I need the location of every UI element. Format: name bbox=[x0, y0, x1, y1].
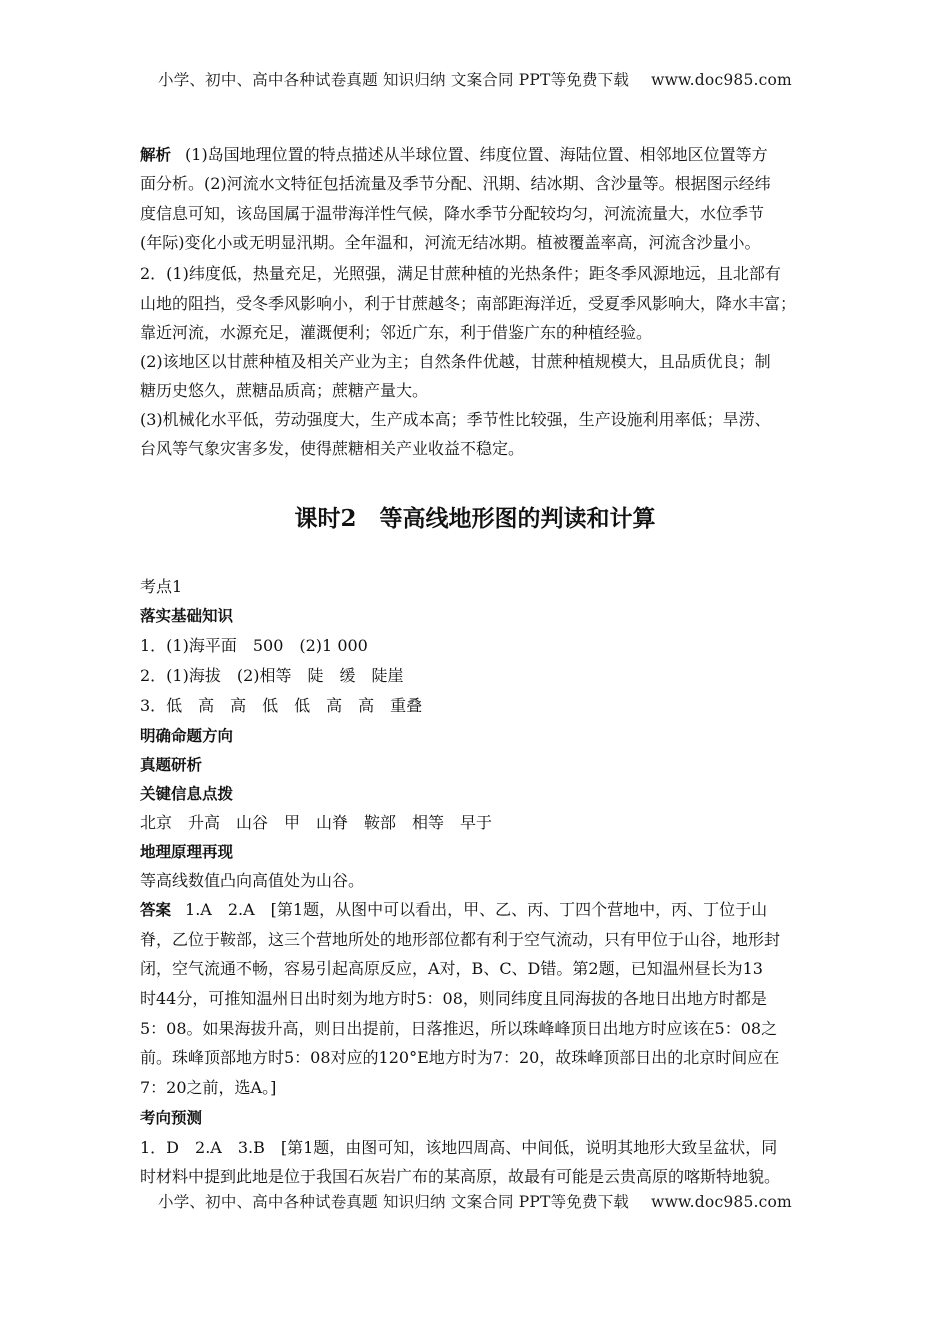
q2-line-3: 靠近河流，水源充足，灌溉便利；邻近广东，利于借鉴广东的种植经验。 bbox=[140, 323, 653, 342]
answer-line-2: 脊，乙位于鞍部，这三个营地所处的地形部位都有利于空气流动，只有甲位于山谷，地形封 bbox=[140, 930, 781, 949]
knowledge-item-3: 3．低 高 高 低 低 高 高 重叠 bbox=[140, 696, 423, 715]
answer-text-1: 1.A 2.A [第1题，从图中可以看出，甲、乙、丙、丁四个营地中，丙、丁位于山 bbox=[185, 900, 768, 919]
yuanli-content: 等高线数值凸向高值处为山谷。 bbox=[140, 871, 365, 890]
answer-label: 答案 bbox=[140, 901, 172, 919]
kaodian-label: 考点1 bbox=[140, 577, 183, 596]
kaoxiang-heading: 考向预测 bbox=[140, 1109, 203, 1127]
knowledge-item-2: 2．(1)海拔 (2)相等 陡 缓 陡崖 bbox=[140, 666, 404, 685]
analysis-line-3: 度信息可知，该岛国属于温带海洋性气候，降水季节分配较均匀，河流流量大，水位季节 bbox=[140, 204, 765, 223]
answer-line-1 bbox=[140, 900, 767, 920]
analysis-line-1 bbox=[140, 145, 768, 165]
mingque-heading: 明确命题方向 bbox=[140, 727, 234, 745]
yuanli-heading: 地理原理再现 bbox=[140, 843, 234, 861]
lesson-title: 课时2 等高线地形图的判读和计算 bbox=[294, 505, 656, 532]
luoshi-heading: 落实基础知识 bbox=[140, 607, 234, 625]
zhenti-heading: 真题研析 bbox=[140, 756, 203, 774]
header-text: 小学、初中、高中各种试卷真题 知识归纳 文案合同 PPT等免费下载 bbox=[158, 71, 630, 89]
q2-line-5: 糖历史悠久，蔗糖品质高；蔗糖产量大。 bbox=[140, 381, 429, 400]
answer-line-4: 时44分，可推知温州日出时刻为地方时5：08，则同纬度且同海拔的各地日出地方时都是 bbox=[140, 989, 767, 1008]
knowledge-item-1: 1．(1)海平面 500 (2)1 000 bbox=[140, 636, 368, 655]
analysis-line-4: (年际)变化小或无明显汛期。全年温和，河流无结冰期。植被覆盖率高，河流含沙量小。 bbox=[140, 233, 761, 252]
q2-line-4: (2)该地区以甘蔗种植及相关产业为主；自然条件优越，甘蔗种植规模大，且品质优良；制 bbox=[140, 352, 771, 371]
answer-line-7: 7：20之前，选A。] bbox=[140, 1078, 277, 1097]
footer-text: 小学、初中、高中各种试卷真题 知识归纳 文案合同 PPT等免费下载 bbox=[158, 1193, 630, 1211]
q2-line-2: 山地的阻挡，受冬季风影响小，利于甘蔗越冬；南部距海洋近，受夏季风影响大，降水丰富； bbox=[140, 294, 797, 313]
q2-line-7: 台风等气象灾害多发，使得蔗糖相关产业收益不稳定。 bbox=[140, 439, 525, 458]
kaoxiang-line-1: 1．D 2.A 3.B [第1题，由图可知，该地四周高、中间低，说明其地形大致呈盆状，同 bbox=[140, 1138, 778, 1157]
guanjian-content: 北京 升高 山谷 甲 山脊 鞍部 相等 早于 bbox=[140, 813, 493, 832]
analysis-label: 解析 bbox=[140, 146, 172, 164]
q2-line-1: 2．(1)纬度低，热量充足，光照强，满足甘蔗种植的光热条件；距冬季风源地远，且北部有 bbox=[140, 264, 781, 283]
answer-line-5: 5：08。如果海拔升高，则日出提前，日落推迟，所以珠峰峰顶日出地方时应该在5：08之 bbox=[140, 1019, 778, 1038]
analysis-text-1: (1)岛国地理位置的特点描述从半球位置、纬度位置、海陆位置、相邻地区位置等方 bbox=[185, 145, 768, 164]
header-url[interactable]: www.doc985.com bbox=[651, 71, 792, 89]
q2-line-6: (3)机械化水平低，劳动强度大，生产成本高；季节性比较强，生产设施利用率低；旱涝、 bbox=[140, 410, 771, 429]
analysis-line-2: 面分析。(2)河流水文特征包括流量及季节分配、汛期、结冰期、含沙量等。根据图示经纬 bbox=[140, 174, 771, 193]
answer-line-3: 闭，空气流通不畅，容易引起高原反应，A对，B、C、D错。第2题，已知温州昼长为13 bbox=[140, 959, 763, 978]
kaoxiang-line-2: 时材料中提到此地是位于我国石灰岩广布的某高原，故最有可能是云贵高原的喀斯特地貌。 bbox=[140, 1167, 781, 1186]
answer-line-6: 前。珠峰顶部地方时5：08对应的120°E地方时为7：20，故珠峰顶部日出的北京时间应在 bbox=[140, 1048, 780, 1067]
page-footer bbox=[0, 1190, 950, 1212]
footer-url[interactable]: www.doc985.com bbox=[651, 1193, 792, 1211]
page-header bbox=[0, 68, 950, 90]
guanjian-heading: 关键信息点拨 bbox=[140, 785, 234, 803]
